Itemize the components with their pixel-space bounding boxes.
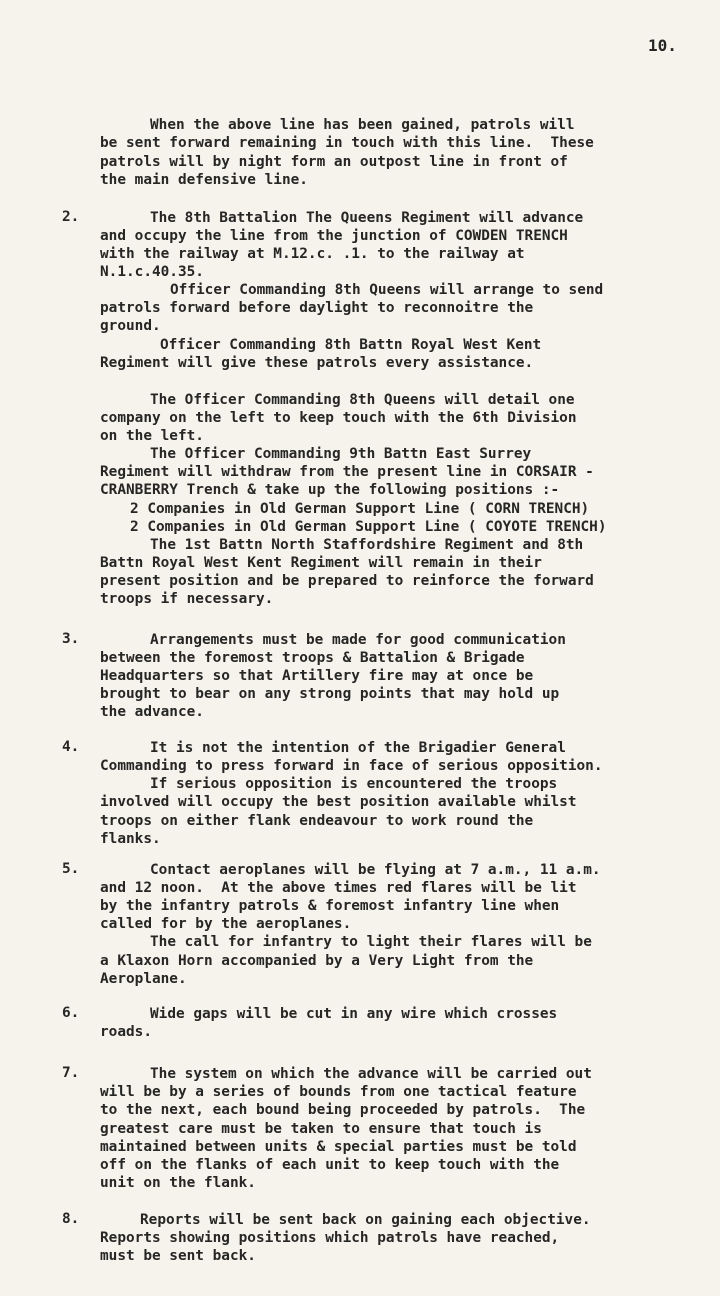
text-line: roads. [100, 1024, 152, 1040]
text-line: greatest care must be taken to ensure that touch is [100, 1121, 542, 1137]
text-line: When the above line has been gained, patrols will [150, 117, 575, 133]
text-line: patrols will by night form an outpost line in front of [100, 154, 568, 170]
text-line: a Klaxon Horn accompanied by a Very Light from the [100, 953, 534, 969]
text-line: 2 Companies in Old German Support Line ( CORN TRENCH) [130, 501, 590, 517]
text-line: must be sent back. [100, 1248, 256, 1264]
text-line: It is not the intention of the Brigadier General [150, 740, 566, 756]
text-line: Battn Royal West Kent Regiment will remain in their [100, 555, 542, 571]
text-line: company on the left to keep touch with the 6th Division [100, 410, 577, 426]
text-line: and 12 noon. At the above times red flares will be lit [100, 880, 577, 896]
paragraph-number: 3. [62, 631, 80, 647]
text-line: The Officer Commanding 9th Battn East Surrey [150, 446, 532, 462]
text-line: The 1st Battn North Staffordshire Regiment and 8th [150, 537, 584, 553]
text-line: The Officer Commanding 8th Queens will detail one [150, 392, 575, 408]
text-line: to the next, each bound being proceeded by patrols. The [100, 1102, 586, 1118]
text-line: on the left. [100, 428, 204, 444]
text-line: maintained between units & special parties must be told [100, 1139, 577, 1155]
text-line: Regiment will withdraw from the present line in CORSAIR - [100, 464, 594, 480]
page-number: 10. [648, 36, 677, 55]
text-line: Reports showing positions which patrols have reached, [100, 1230, 560, 1246]
text-line: ground. [100, 318, 161, 334]
text-line: Arrangements must be made for good communication [150, 632, 566, 648]
paragraph-number: 8. [62, 1211, 80, 1227]
text-line: off on the flanks of each unit to keep touch with the [100, 1157, 560, 1173]
text-line: Reports will be sent back on gaining each objective. [140, 1212, 591, 1228]
paragraph-number: 4. [62, 739, 80, 755]
text-line: Wide gaps will be cut in any wire which crosses [150, 1006, 558, 1022]
text-line: involved will occupy the best position available whilst [100, 794, 577, 810]
text-line: Officer Commanding 8th Queens will arrange to send [170, 282, 604, 298]
paragraph-number: 5. [62, 861, 80, 877]
text-line: troops on either flank endeavour to work round the [100, 813, 534, 829]
paragraph-number: 6. [62, 1005, 80, 1021]
text-line: brought to bear on any strong points that may hold up [100, 686, 560, 702]
text-line: troops if necessary. [100, 591, 274, 607]
text-line: with the railway at M.12.c. .1. to the railway at [100, 246, 525, 262]
text-line: Headquarters so that Artillery fire may at once be [100, 668, 534, 684]
text-line: between the foremost troops & Battalion & Brigade [100, 650, 525, 666]
text-line: Aeroplane. [100, 971, 187, 987]
text-line: Contact aeroplanes will be flying at 7 a.m., 11 a.m. [150, 862, 601, 878]
text-line: the advance. [100, 704, 204, 720]
text-line: will be by a series of bounds from one tactical feature [100, 1084, 577, 1100]
text-line: Commanding to press forward in face of serious opposition. [100, 758, 603, 774]
text-line: the main defensive line. [100, 172, 308, 188]
text-line: patrols forward before daylight to reconnoitre the [100, 300, 534, 316]
text-line: flanks. [100, 831, 161, 847]
text-line: present position and be prepared to reinforce the forward [100, 573, 594, 589]
text-line: by the infantry patrols & foremost infantry line when [100, 898, 560, 914]
paragraph-number: 2. [62, 209, 80, 225]
text-line: and occupy the line from the junction of COWDEN TRENCH [100, 228, 568, 244]
text-line: unit on the flank. [100, 1175, 256, 1191]
text-line: be sent forward remaining in touch with this line. These [100, 135, 594, 151]
text-line: Regiment will give these patrols every assistance. [100, 355, 534, 371]
text-line: The call for infantry to light their flares will be [150, 934, 592, 950]
text-line: called for by the aeroplanes. [100, 916, 352, 932]
text-line: 2 Companies in Old German Support Line ( COYOTE TRENCH) [130, 519, 607, 535]
text-line: The system on which the advance will be carried out [150, 1066, 592, 1082]
text-line: If serious opposition is encountered the troops [150, 776, 558, 792]
text-line: N.1.c.40.35. [100, 264, 204, 280]
paragraph-number: 7. [62, 1065, 80, 1081]
text-line: Officer Commanding 8th Battn Royal West Kent [160, 337, 542, 353]
text-line: CRANBERRY Trench & take up the following positions :- [100, 482, 560, 498]
text-line: The 8th Battalion The Queens Regiment will advance [150, 210, 584, 226]
